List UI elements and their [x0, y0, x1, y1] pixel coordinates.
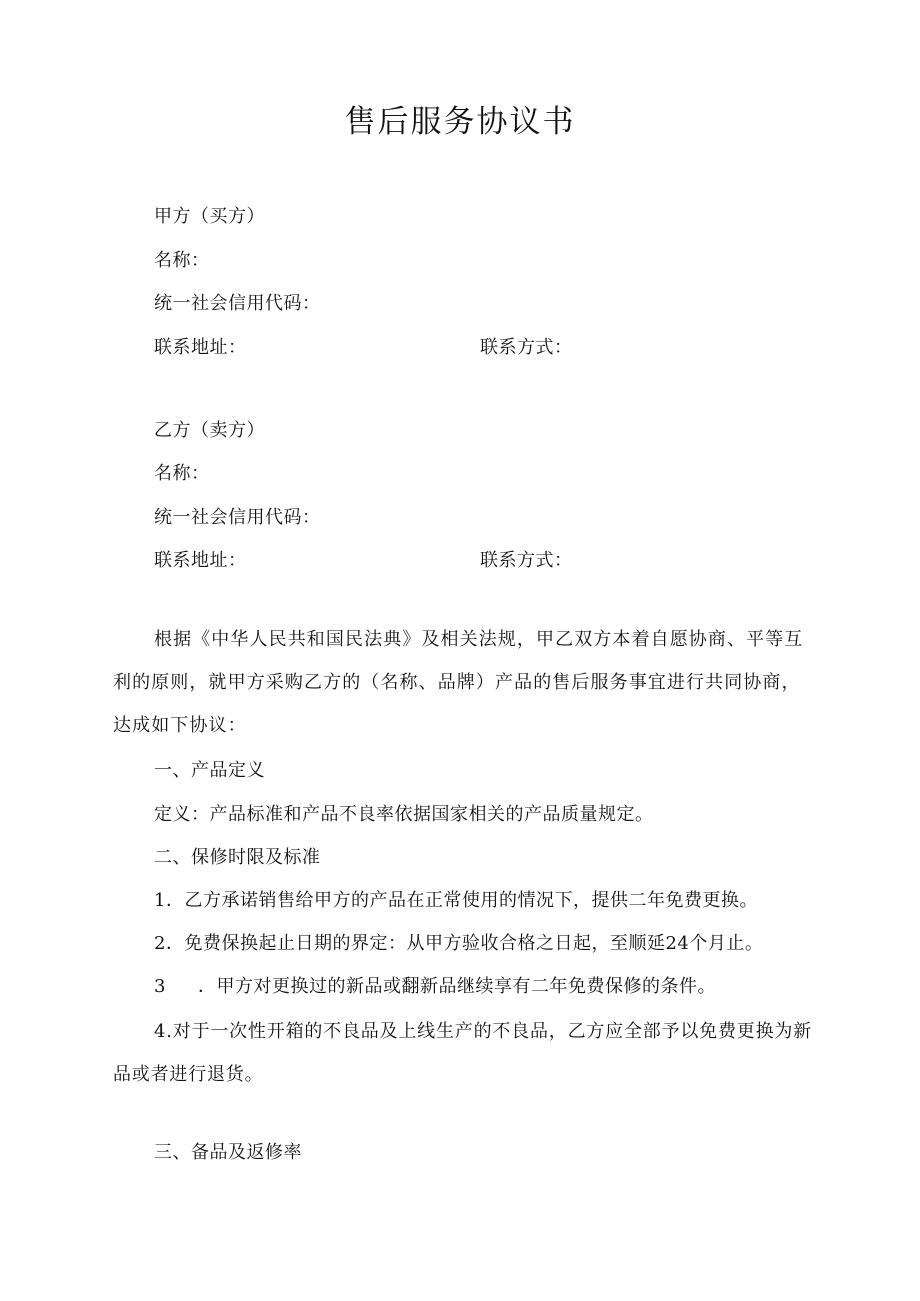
- section-2-item-4: 4.对于一次性开箱的不良品及上线生产的不良品，乙方应全部予以免费更换为新品或者进行退货。: [113, 1021, 812, 1085]
- party-a-contact-label: 联系方式：: [480, 337, 573, 358]
- party-b-address-label: 联系地址：: [154, 550, 247, 571]
- party-a-heading: 甲方（买方）: [154, 206, 265, 227]
- section-2-item-3-text: ．甲方对更换过的新品或翻新品继续享有二年免费保修的条件。: [198, 976, 716, 997]
- section-3-heading: 三、备品及返修率: [154, 1142, 302, 1163]
- party-a-name-label: 名称：: [154, 250, 210, 271]
- section-2-item-3-number: 3: [154, 976, 166, 997]
- party-b-contact-label: 联系方式：: [480, 550, 573, 571]
- party-b-heading: 乙方（卖方）: [154, 420, 265, 441]
- document-title: 售后服务协议书: [344, 104, 576, 140]
- party-a-credit-code-label: 统一社会信用代码：: [154, 293, 321, 314]
- party-b-name-label: 名称：: [154, 463, 210, 484]
- section-2-heading: 二、保修时限及标准: [154, 847, 321, 868]
- party-a-address-label: 联系地址：: [154, 337, 247, 358]
- section-2-item-1: 1．乙方承诺销售给甲方的产品在正常使用的情况下，提供二年免费更换。: [154, 890, 758, 911]
- party-b-credit-code-label: 统一社会信用代码：: [154, 507, 321, 528]
- section-1-definition: 定义：产品标准和产品不良率依据国家相关的产品质量规定。: [154, 804, 654, 825]
- section-1-heading: 一、产品定义: [154, 760, 265, 781]
- preamble-paragraph: 根据《中华人民共和国民法典》及相关法规，甲乙双方本着自愿协商、平等互利的原则，就甲方采购乙方的（名称、品牌）产品的售后服务事宜进行共同协商，达成如下协议：: [113, 629, 804, 736]
- section-2-item-2: 2．免费保换起止日期的界定：从甲方验收合格之日起，至顺延24个月止。: [154, 933, 764, 954]
